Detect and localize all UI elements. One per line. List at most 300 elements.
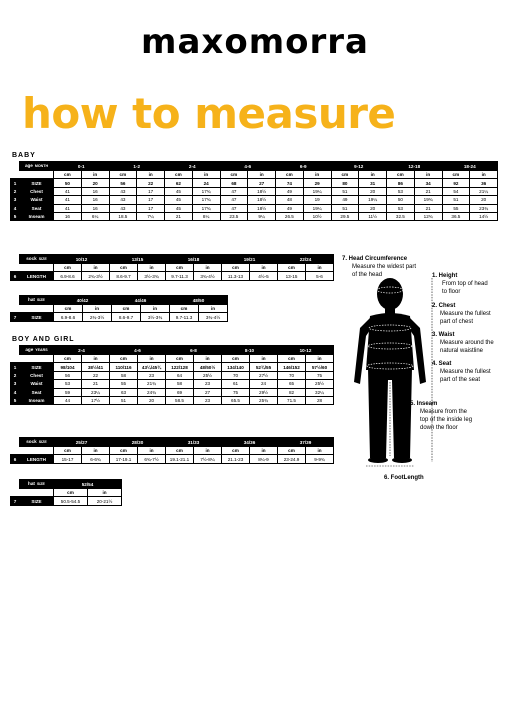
baby-cell: 18½ <box>248 187 276 195</box>
baby-hat-cell: 3¾-4½ <box>199 313 228 321</box>
kids-row-number: 5 <box>11 396 20 404</box>
kids-hat-row-label: SIZE <box>20 497 54 505</box>
kids-cell: 63 <box>110 388 138 396</box>
baby-unit-cm: cm <box>276 171 304 179</box>
baby-cell: 41 <box>54 196 82 204</box>
baby-sock-header <box>20 255 54 264</box>
kids-cell: 122/128 <box>166 363 194 371</box>
kids-hat-row-number: 7 <box>11 497 20 505</box>
kids-sock-unit-in: in <box>194 447 222 455</box>
baby-unit-in: in <box>137 171 165 179</box>
baby-cell: 51 <box>331 187 359 195</box>
head-annotation-title: 7. Head Circumference <box>342 256 408 262</box>
baby-unit-in: in <box>359 171 387 179</box>
kids-sock-corner-gap <box>11 438 20 447</box>
baby-age-group: 9-12 <box>331 162 387 171</box>
baby-sock-cell: 11.3-13 <box>222 272 250 280</box>
kids-cell: 17½ <box>82 396 110 404</box>
kids-cell: 28 <box>306 396 334 404</box>
baby-hat-corner-gap <box>11 296 20 305</box>
kids-sock-cell: 8¼-9 <box>250 455 278 463</box>
baby-unit-cm: cm <box>220 171 248 179</box>
kids-cell: 25½ <box>194 371 222 379</box>
baby-hat-unit: SIZE <box>36 298 45 302</box>
kids-cell: 53 <box>54 380 82 388</box>
height-annotation-title: 1. Height <box>432 273 458 279</box>
kids-cell: 23 <box>194 380 222 388</box>
baby-hat-unit-in: in <box>141 305 170 313</box>
kids-sock-cell: 6¾-7½ <box>138 455 166 463</box>
baby-sock-label: sock <box>26 256 37 261</box>
kids-unit-in: in <box>306 355 334 363</box>
baby-hat-unit-cm: cm <box>170 305 199 313</box>
baby-cell: 19¼ <box>303 204 331 212</box>
kids-cell: 75 <box>222 388 250 396</box>
kids-unit-in: in <box>138 355 166 363</box>
kids-sock-cell: 17-19.1 <box>110 455 138 463</box>
baby-sock-unit-cm: cm <box>110 264 138 272</box>
chest-annotation-text2: part of chest <box>440 319 474 325</box>
baby-cell: 49 <box>331 196 359 204</box>
kids-row-number: 3 <box>11 380 20 388</box>
baby-sock-unit: SIZE <box>38 257 47 261</box>
baby-unit-cm: cm <box>331 171 359 179</box>
kids-unit-in: in <box>194 355 222 363</box>
seat-annotation-title: 4. Seat <box>432 361 452 367</box>
baby-age-label: age <box>24 163 33 168</box>
kids-cell: 70 <box>278 371 306 379</box>
baby-cell: 12¾ <box>414 212 442 220</box>
kids-cell: 21 <box>82 380 110 388</box>
baby-cell: 48 <box>276 196 304 204</box>
baby-row-number: 5 <box>11 212 20 220</box>
brand-logo: maxomorra <box>141 22 369 62</box>
baby-cell: 50 <box>387 196 415 204</box>
baby-hat-row-label: SIZE <box>20 313 54 321</box>
inseam-annotation-text2: top of the inside leg <box>420 417 473 423</box>
baby-cell: 47 <box>220 196 248 204</box>
kids-sock-row-number: 6 <box>11 455 20 463</box>
kids-age-group: 4-6 <box>110 346 166 355</box>
baby-cell: 51 <box>442 196 470 204</box>
baby-cell: 49 <box>276 204 304 212</box>
baby-row <box>11 179 498 187</box>
baby-cell: 53 <box>387 187 415 195</box>
baby-sock-unit-in: in <box>138 264 166 272</box>
kids-row <box>11 380 334 388</box>
kids-cell: 110/116 <box>110 363 138 371</box>
baby-cell: 19¾ <box>414 196 442 204</box>
baby-age-group: 1-2 <box>109 162 165 171</box>
seat-annotation-text1: Measure the fullest <box>440 369 491 375</box>
baby-sock-unit-cm: cm <box>166 264 194 272</box>
baby-cell: 18.5 <box>109 212 137 220</box>
baby-cell: 18½ <box>248 204 276 212</box>
baby-cell: 21 <box>414 204 442 212</box>
kids-hat-label: hat <box>28 481 35 486</box>
baby-hat-row-number: 7 <box>11 313 20 321</box>
kids-cell: 38½/41 <box>82 363 110 371</box>
baby-sock-unit-in: in <box>194 264 222 272</box>
baby-cell: 19¼ <box>303 187 331 195</box>
baby-cell: 7¼ <box>137 212 165 220</box>
baby-cell: 19¼ <box>359 196 387 204</box>
kids-hat-table <box>10 479 122 506</box>
baby-row-number: 1 <box>11 179 20 187</box>
baby-sock-cell: 6.9-8.6 <box>54 272 82 280</box>
kids-cell: 24¾ <box>138 388 166 396</box>
kids-cell: 48/50½ <box>194 363 222 371</box>
kids-hat-size-group: 52/54 <box>54 480 122 489</box>
baby-sock-table <box>10 254 334 281</box>
kids-sock-cell: 6-6¾ <box>82 455 110 463</box>
kids-row-number: 4 <box>11 388 20 396</box>
baby-cell: 45 <box>165 187 193 195</box>
baby-cell: 34 <box>414 179 442 187</box>
kids-cell: 59 <box>54 388 82 396</box>
kids-hat-unit-in: in <box>88 489 122 497</box>
kids-sock-unit-in: in <box>306 447 334 455</box>
baby-age-group: 4-6 <box>220 162 276 171</box>
baby-hat-size-group: 48/50 <box>170 296 228 305</box>
baby-age-group: 6-9 <box>276 162 332 171</box>
head-annotation-text1: Measure the widest part <box>352 264 417 270</box>
height-annotation-text2: to floor <box>442 289 461 295</box>
kids-age-group: 10-12 <box>278 346 334 355</box>
kids-sock-unit-cm: cm <box>222 447 250 455</box>
baby-cell: 32.5 <box>387 212 415 220</box>
baby-sock-cell: 3¾-4½ <box>194 272 222 280</box>
baby-cell: 36 <box>470 179 498 187</box>
kids-hat-cell: 20-21½ <box>88 497 122 505</box>
baby-age-group: 0-1 <box>54 162 110 171</box>
baby-cell: 47 <box>220 204 248 212</box>
baby-cell: 27 <box>248 179 276 187</box>
kids-cell: 25½ <box>306 380 334 388</box>
baby-hat-unit-in: in <box>83 305 112 313</box>
kids-sock-units-gap <box>11 447 20 455</box>
kids-cell: 27 <box>194 388 222 396</box>
kids-sock-unit-cm: cm <box>278 447 306 455</box>
baby-units-label-gap <box>20 171 54 179</box>
baby-unit-cm: cm <box>109 171 137 179</box>
kids-unit-cm: cm <box>110 355 138 363</box>
baby-cell: 51 <box>331 204 359 212</box>
kids-unit-in: in <box>250 355 278 363</box>
baby-sock-row-number: 6 <box>11 272 20 280</box>
baby-cell: 36.5 <box>442 212 470 220</box>
kids-unit-cm: cm <box>222 355 250 363</box>
page-title: how to measure <box>22 89 396 138</box>
baby-cell: 24 <box>192 179 220 187</box>
kids-cell: 61 <box>222 380 250 388</box>
inseam-annotation <box>410 400 472 432</box>
baby-cell: 80 <box>331 179 359 187</box>
kids-row-number: 1 <box>11 363 20 371</box>
baby-unit-in: in <box>470 171 498 179</box>
baby-cell: 16 <box>81 204 109 212</box>
chest-annotation-text1: Measure the fullest <box>440 311 491 317</box>
kids-cell: 51 <box>110 396 138 404</box>
kids-sock-units-label-gap <box>20 447 54 455</box>
kids-sock-unit: SIZE <box>38 440 47 444</box>
baby-sock-unit-in: in <box>250 264 278 272</box>
baby-hat-units-label-gap <box>20 305 54 313</box>
baby-cell: 19 <box>303 196 331 204</box>
kids-sock-size-group: 31/33 <box>166 438 222 447</box>
baby-cell: 8¼ <box>192 212 220 220</box>
kids-row-number: 2 <box>11 371 20 379</box>
baby-cell: 29 <box>303 179 331 187</box>
baby-sock-cell: 8.6-9.7 <box>110 272 138 280</box>
baby-section-label: BABY <box>12 152 36 159</box>
baby-sock-units-gap <box>11 264 20 272</box>
kids-row <box>11 396 334 404</box>
baby-cell: 21 <box>414 187 442 195</box>
baby-age-group: 12-18 <box>387 162 443 171</box>
kids-sock-label: sock <box>26 439 37 444</box>
baby-unit-in: in <box>192 171 220 179</box>
baby-unit-cm: cm <box>442 171 470 179</box>
inseam-annotation-text3: down the floor <box>420 425 458 431</box>
baby-cell: 20 <box>81 179 109 187</box>
baby-row-number: 4 <box>11 204 20 212</box>
kids-hat-unit-cm: cm <box>54 489 88 497</box>
kids-cell: 27½ <box>250 371 278 379</box>
baby-cell: 55 <box>442 204 470 212</box>
kids-cell: 22 <box>82 371 110 379</box>
baby-unit-in: in <box>248 171 276 179</box>
baby-cell: 29.5 <box>331 212 359 220</box>
kids-unit-cm: cm <box>278 355 306 363</box>
baby-sock-corner-gap <box>11 255 20 264</box>
kids-row-label: Chest <box>20 371 54 379</box>
height-annotation <box>432 272 488 296</box>
baby-sock-unit-cm: cm <box>54 264 82 272</box>
kids-cell: 55 <box>110 380 138 388</box>
baby-sock-size-group: 22/24 <box>278 255 334 264</box>
kids-sock-size-group: 28/30 <box>110 438 166 447</box>
kids-cell: 23 <box>138 371 166 379</box>
chest-annotation-title: 2. Chest <box>432 303 456 309</box>
kids-hat-unit: SIZE <box>36 482 45 486</box>
kids-age-label: age <box>25 347 34 352</box>
kids-sock-header <box>20 438 54 447</box>
baby-sock-size-group: 10/12 <box>54 255 110 264</box>
baby-size-table <box>10 161 498 221</box>
kids-row-label: Seat <box>20 388 54 396</box>
kids-row <box>11 371 334 379</box>
kids-sock-table <box>10 437 334 464</box>
baby-sock-size-group: 13/15 <box>110 255 166 264</box>
kids-sock-size-group: 34/36 <box>222 438 278 447</box>
baby-age-unit: MONTH <box>34 164 49 168</box>
kids-unit-cm: cm <box>166 355 194 363</box>
kids-sock-cell: 21.1-23 <box>222 455 250 463</box>
kids-sock-cell: 23-24.9 <box>278 455 306 463</box>
baby-cell: 18½ <box>248 196 276 204</box>
baby-cell: 56 <box>109 179 137 187</box>
baby-sock-cell: 2¾-3½ <box>82 272 110 280</box>
waist-annotation-text2: natural waistline <box>440 348 484 354</box>
baby-hat-header <box>20 296 54 305</box>
baby-hat-row <box>11 313 228 321</box>
baby-row <box>11 212 498 220</box>
baby-cell: 54 <box>442 187 470 195</box>
kids-sock-unit-cm: cm <box>110 447 138 455</box>
baby-row-number: 3 <box>11 196 20 204</box>
chest-annotation <box>432 302 491 326</box>
kids-section-label: BOY AND GIRL <box>12 336 75 343</box>
baby-row-label: Waist <box>20 196 54 204</box>
baby-cell: 47 <box>220 187 248 195</box>
baby-hat-cell: 9.7-11.3 <box>170 313 199 321</box>
kids-cell: 20 <box>138 396 166 404</box>
baby-cell: 17¾ <box>192 187 220 195</box>
kids-cell: 65 <box>278 380 306 388</box>
baby-cell: 14½ <box>470 212 498 220</box>
baby-cell: 17¾ <box>192 196 220 204</box>
baby-hat-size-group: 40/42 <box>54 296 112 305</box>
baby-cell: 49 <box>276 187 304 195</box>
baby-sock-unit-cm: cm <box>278 264 306 272</box>
kids-cell: 64 <box>166 371 194 379</box>
baby-cell: 6¼ <box>81 212 109 220</box>
kids-sock-unit-in: in <box>250 447 278 455</box>
kids-sock-row-label: LENGTH <box>20 455 54 463</box>
baby-unit-in: in <box>81 171 109 179</box>
baby-cell: 21 <box>165 212 193 220</box>
kids-age-unit: YEARS <box>35 348 48 352</box>
kids-units-gap <box>11 355 20 363</box>
kids-sock-cell: 19.1-21.1 <box>166 455 194 463</box>
baby-cell: 43 <box>109 187 137 195</box>
kids-row <box>11 363 334 371</box>
foot-annotation-title: 6. FootLength <box>384 475 424 481</box>
baby-unit-cm: cm <box>54 171 82 179</box>
baby-cell: 45 <box>165 196 193 204</box>
kids-units-label-gap <box>20 355 54 363</box>
kids-sock-row <box>11 455 334 463</box>
kids-cell: 23¼ <box>82 388 110 396</box>
baby-cell: 62 <box>165 179 193 187</box>
baby-cell: 20 <box>470 196 498 204</box>
baby-sock-cell: 5-6 <box>306 272 334 280</box>
baby-sock-unit-in: in <box>82 264 110 272</box>
baby-sock-cell: 9.7-11.3 <box>166 272 194 280</box>
kids-cell: 25¾ <box>250 396 278 404</box>
head-annotation <box>342 255 416 279</box>
kids-cell: 56 <box>54 371 82 379</box>
baby-cell: 17 <box>137 187 165 195</box>
baby-row <box>11 204 498 212</box>
kids-age-group: 6-8 <box>166 346 222 355</box>
kids-row-label: SIZE <box>20 363 54 371</box>
baby-cell: 43 <box>109 204 137 212</box>
baby-cell: 16 <box>81 196 109 204</box>
baby-cell: 23¾ <box>470 204 498 212</box>
kids-sock-unit-in: in <box>82 447 110 455</box>
baby-cell: 50 <box>54 179 82 187</box>
kids-cell: 58 <box>110 371 138 379</box>
kids-cell: 65.5 <box>222 396 250 404</box>
baby-cell: 74 <box>276 179 304 187</box>
foot-annotation <box>384 474 424 482</box>
kids-row-label: Waist <box>20 380 54 388</box>
kids-age-group: 2-4 <box>54 346 110 355</box>
kids-cell: 52¾/55 <box>250 363 278 371</box>
baby-unit-cm: cm <box>165 171 193 179</box>
kids-cell: 58 <box>166 380 194 388</box>
baby-cell: 68 <box>220 179 248 187</box>
inseam-annotation-title: 5. Inseam <box>410 401 438 407</box>
kids-size-table <box>10 345 334 405</box>
baby-cell: 22 <box>137 179 165 187</box>
kids-hat-row <box>11 497 122 505</box>
baby-cell: 16 <box>81 187 109 195</box>
baby-cell: 20 <box>359 187 387 195</box>
kids-cell: 43¼/45¾ <box>138 363 166 371</box>
baby-units-gap <box>11 171 20 179</box>
baby-cell: 11½ <box>359 212 387 220</box>
baby-cell: 9¼ <box>248 212 276 220</box>
kids-sock-size-group: 37/39 <box>278 438 334 447</box>
baby-hat-table <box>10 295 228 322</box>
kids-cell: 23 <box>194 396 222 404</box>
baby-sock-size-group: 19/21 <box>222 255 278 264</box>
kids-sock-unit-in: in <box>138 447 166 455</box>
kids-sock-unit-cm: cm <box>54 447 82 455</box>
baby-cell: 86 <box>387 179 415 187</box>
height-annotation-text1: From top of head <box>442 281 488 287</box>
baby-cell: 16 <box>54 212 82 220</box>
baby-sock-cell: 13-15 <box>278 272 306 280</box>
kids-cell: 29½ <box>250 388 278 396</box>
kids-sock-size-group: 25/27 <box>54 438 110 447</box>
kids-cell: 98/104 <box>54 363 82 371</box>
kids-cell: 57½/60 <box>306 363 334 371</box>
baby-unit-cm: cm <box>387 171 415 179</box>
kids-hat-cell: 50.5-54.5 <box>54 497 88 505</box>
baby-row <box>11 196 498 204</box>
baby-sock-row-label: LENGTH <box>20 272 54 280</box>
baby-row-label: Chest <box>20 187 54 195</box>
baby-hat-cell: 3½-3¾ <box>141 313 170 321</box>
baby-sock-units-label-gap <box>20 264 54 272</box>
baby-cell: 92 <box>442 179 470 187</box>
baby-corner-gap <box>11 162 20 171</box>
baby-cell: 17¾ <box>192 204 220 212</box>
baby-cell: 20 <box>359 204 387 212</box>
kids-cell: 146/152 <box>278 363 306 371</box>
baby-cell: 10½ <box>303 212 331 220</box>
baby-unit-in: in <box>414 171 442 179</box>
baby-cell: 17 <box>137 204 165 212</box>
baby-cell: 31 <box>359 179 387 187</box>
kids-sock-cell: 15-17 <box>54 455 82 463</box>
baby-sock-size-group: 16/18 <box>166 255 222 264</box>
baby-cell: 43 <box>109 196 137 204</box>
baby-row <box>11 187 498 195</box>
kids-cell: 32¼ <box>306 388 334 396</box>
kids-sock-cell: 9-9¾ <box>306 455 334 463</box>
kids-cell: 44 <box>54 396 82 404</box>
kids-row <box>11 388 334 396</box>
baby-hat-unit-cm: cm <box>112 305 141 313</box>
kids-unit-in: in <box>82 355 110 363</box>
baby-hat-units-gap <box>11 305 20 313</box>
baby-row-label: Seat <box>20 204 54 212</box>
